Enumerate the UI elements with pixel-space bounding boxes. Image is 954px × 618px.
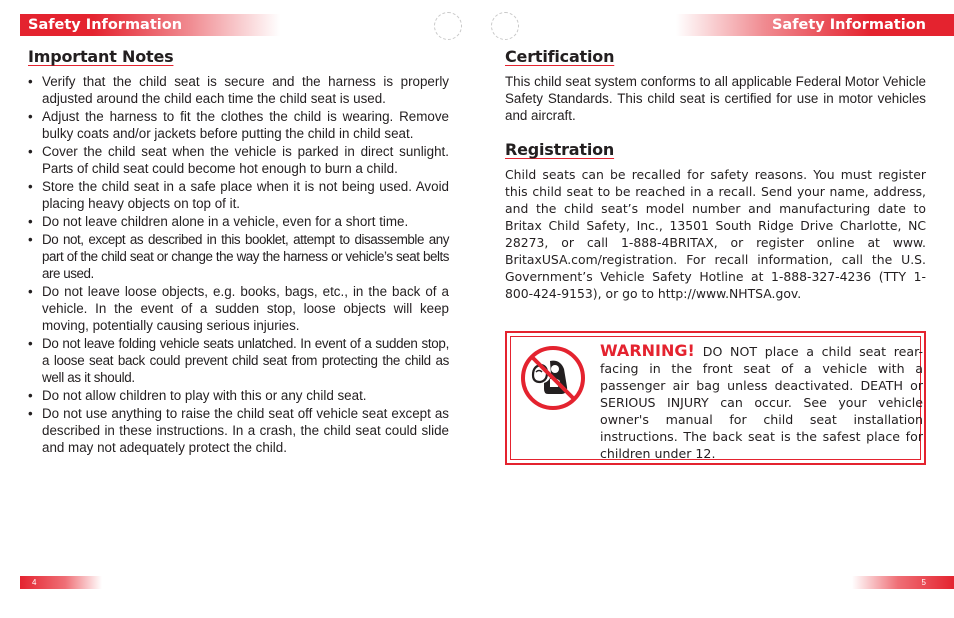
registration-mark-right (491, 12, 519, 40)
list-item: • Do not leave loose objects, e.g. books, bags, etc., in the back of a vehicle. In the event of a sudden stop, loose objects will keep moving, potentially causing serious injuries. (28, 283, 449, 334)
header-bar-right (676, 14, 954, 36)
page-number-right: 5 (921, 578, 926, 587)
header-bar-left (20, 14, 280, 36)
important-notes-list (28, 73, 449, 457)
certification-heading: Certification (505, 47, 615, 66)
warning-message (600, 342, 923, 462)
footer-tab-left (20, 576, 102, 589)
list-item: • Do not allow children to play with this or any child seat. (28, 387, 449, 404)
section-title-left: Safety Information (28, 17, 183, 33)
page-number-left: 4 (32, 578, 37, 587)
list-item: • Do not leave children alone in a vehicle, even for a short time. (28, 213, 449, 230)
footer-tab-right (852, 576, 954, 589)
certification-text: This child seat system conforms to all applicable Federal Motor Vehicle Safety Standards. This child seat is certified for use in motor vehicles and aircraft. (505, 74, 926, 123)
warning-label: WARNING! (600, 341, 695, 360)
important-notes-heading: Important Notes (28, 47, 174, 66)
list-item: • Do not leave folding vehicle seats unlatched. In event of a sudden stop, a loose seat back could prevent child seat from protecting the child as well as it should. (28, 335, 449, 386)
list-item: • Store the child seat in a safe place when it is not being used. Avoid placing heavy objects on top of it. (28, 178, 449, 212)
list-item: • Do not, except as described in this booklet, attempt to disassemble any part of the child seat or change the way the harness or vehicle’s seat belts are used. (28, 231, 449, 282)
section-title-right: Safety Information (771, 17, 926, 33)
warning-body: DO NOT place a child seat rear-facing in the front seat of a vehicle with a passenger air bag unless deactivated. DEATH or SERIOUS INJURY can occur. See your vehicle owner's manual for child seat installation instructions. The back seat is the safest place for children under 12. (600, 344, 923, 461)
registration-heading: Registration (505, 140, 615, 159)
registration-text: Child seats can be recalled for safety reasons. You must register this child seat to be reached in a recall. Send your name, address, and the child seat’s model number and manufacturing date to Britax Child Safety, Inc., 13501 South Ridge Drive Charlotte, NC 28273, or call 1-888-4BRITAX, or register online at www. BritaxUSA.com/registration. For recall information, call the U.S. Government’s Vehicle Safety Hotline at 1-888-327-4236 (TTY 1-800-424-9153), or go to http://www.NHTSA.gov. (505, 167, 926, 301)
list-item: • Adjust the harness to fit the clothes the child is wearing. Remove bulky coats and/or jackets before putting the child in child seat. (28, 108, 449, 142)
list-item: • Do not use anything to raise the child seat off vehicle seat except as described in these instructions. In a crash, the child seat could slide and may not adequately protect the child. (28, 405, 449, 456)
registration-mark-left (434, 12, 462, 40)
list-item: • Cover the child seat when the vehicle is parked in direct sunlight. Parts of child seat could become hot enough to burn a child. (28, 143, 449, 177)
no-rear-facing-seat-airbag-icon (520, 345, 586, 411)
list-item: • Verify that the child seat is secure and the harness is properly adjusted around the child each time the child seat is used. (28, 73, 449, 107)
warning-box (505, 331, 926, 465)
